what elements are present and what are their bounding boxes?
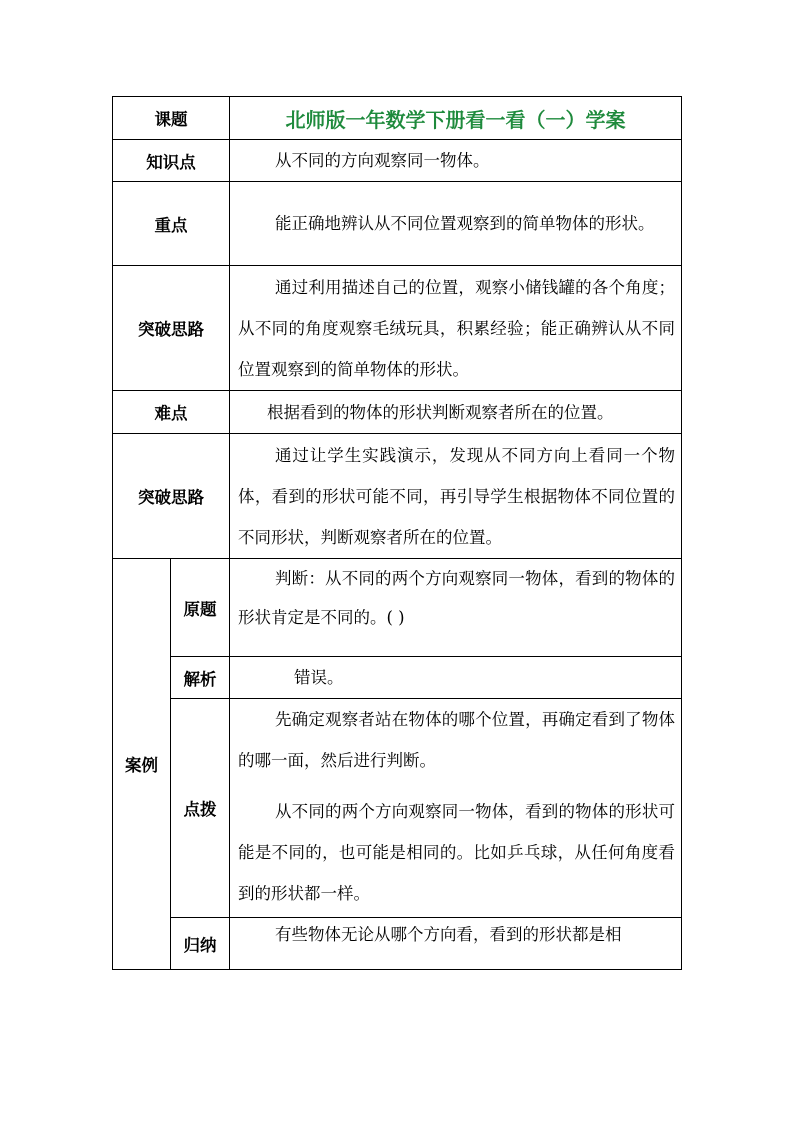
row-knowledge <box>113 140 682 182</box>
difficulty-label: 难点 <box>113 391 230 434</box>
knowledge-text: 从不同的方向观察同一物体。 <box>230 140 682 182</box>
row-title <box>113 97 682 140</box>
lesson-plan-table <box>112 96 682 970</box>
original-text: 判断：从不同的两个方向观察同一物体，看到的物体的形状肯定是不同的。( ) <box>230 559 682 657</box>
summary-label: 归纳 <box>171 918 230 970</box>
case-label: 案例 <box>113 559 171 970</box>
row-key-point <box>113 182 682 266</box>
tip-label: 点拨 <box>171 699 230 918</box>
row-summary <box>113 918 682 970</box>
key-point-text: 能正确地辨认从不同位置观察到的简单物体的形状。 <box>230 182 682 266</box>
original-label: 原题 <box>171 559 230 657</box>
breakthrough2-text: 通过让学生实践演示，发现从不同方向上看同一个物体，看到的形状可能不同，再引导学生根据物体不同位置的不同形状，判断观察者所在的位置。 <box>230 434 682 559</box>
analysis-label: 解析 <box>171 657 230 699</box>
breakthrough1-label: 突破思路 <box>113 266 230 391</box>
tip-paragraph-1: 先确定观察者站在物体的哪个位置，再确定看到了物体的哪一面，然后进行判断。 <box>238 710 675 770</box>
row-tip <box>113 699 682 918</box>
row-difficulty <box>113 391 682 434</box>
row-breakthrough-1 <box>113 266 682 391</box>
row-original-problem <box>113 559 682 657</box>
row-analysis <box>113 657 682 699</box>
tip-cell <box>230 699 682 918</box>
difficulty-text: 根据看到的物体的形状判断观察者所在的位置。 <box>230 391 682 434</box>
document-title: 北师版一年数学下册看一看（一）学案 <box>230 97 682 140</box>
knowledge-label: 知识点 <box>113 140 230 182</box>
summary-text: 有些物体无论从哪个方向看，看到的形状都是相 <box>230 918 682 970</box>
title-label: 课题 <box>113 97 230 140</box>
row-breakthrough-2 <box>113 434 682 559</box>
breakthrough1-text: 通过利用描述自己的位置，观察小储钱罐的各个角度；从不同的角度观察毛绒玩具，积累经验；能正确辨认从不同位置观察到的简单物体的形状。 <box>230 266 682 391</box>
analysis-text: 错误。 <box>230 657 682 699</box>
key-point-label: 重点 <box>113 182 230 266</box>
tip-paragraph-2: 从不同的两个方向观察同一物体，看到的物体的形状可能是不同的，也可能是相同的。比如乒乓球，从任何角度看到的形状都一样。 <box>238 802 675 903</box>
breakthrough2-label: 突破思路 <box>113 434 230 559</box>
